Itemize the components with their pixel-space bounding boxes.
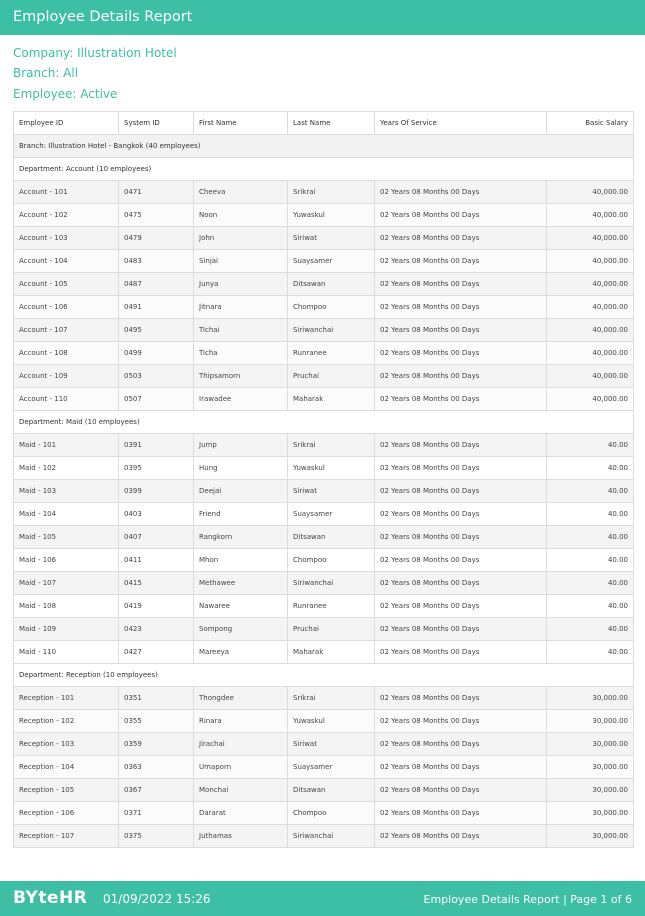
cell-first-name: Juthamas bbox=[194, 825, 288, 848]
cell-system-id: 0411 bbox=[119, 549, 194, 572]
table-row bbox=[14, 595, 634, 618]
table-row bbox=[14, 342, 634, 365]
cell-last-name: Runranee bbox=[288, 595, 375, 618]
cell-first-name: Hung bbox=[194, 457, 288, 480]
cell-years-of-service: 02 Years 08 Months 00 Days bbox=[375, 227, 547, 250]
cell-system-id: 0491 bbox=[119, 296, 194, 319]
cell-basic-salary: 30,000.00 bbox=[547, 802, 634, 825]
cell-years-of-service: 02 Years 08 Months 00 Days bbox=[375, 250, 547, 273]
cell-system-id: 0359 bbox=[119, 733, 194, 756]
branch-filter: Branch: All bbox=[13, 66, 79, 80]
cell-first-name: Irawadee bbox=[194, 388, 288, 411]
table-row bbox=[14, 204, 634, 227]
cell-basic-salary: 40,000.00 bbox=[547, 273, 634, 296]
bytehr-logo: BYteHR bbox=[13, 888, 88, 908]
cell-first-name: Sompong bbox=[194, 618, 288, 641]
cell-last-name: Ditsawan bbox=[288, 779, 375, 802]
cell-employee-id: Account - 105 bbox=[14, 273, 119, 296]
cell-basic-salary: 30,000.00 bbox=[547, 779, 634, 802]
cell-last-name: Chompoo bbox=[288, 802, 375, 825]
table-row bbox=[14, 572, 634, 595]
cell-first-name: Noon bbox=[194, 204, 288, 227]
cell-employee-id: Maid - 104 bbox=[14, 503, 119, 526]
cell-basic-salary: 30,000.00 bbox=[547, 756, 634, 779]
cell-basic-salary: 40.00 bbox=[547, 618, 634, 641]
table-row bbox=[14, 273, 634, 296]
cell-years-of-service: 02 Years 08 Months 00 Days bbox=[375, 641, 547, 664]
cell-basic-salary: 40.00 bbox=[547, 503, 634, 526]
table-row bbox=[14, 526, 634, 549]
cell-system-id: 0495 bbox=[119, 319, 194, 342]
cell-first-name: Nawaree bbox=[194, 595, 288, 618]
table-row bbox=[14, 503, 634, 526]
cell-employee-id: Account - 107 bbox=[14, 319, 119, 342]
cell-system-id: 0475 bbox=[119, 204, 194, 227]
cell-years-of-service: 02 Years 08 Months 00 Days bbox=[375, 342, 547, 365]
cell-last-name: Siriwanchai bbox=[288, 572, 375, 595]
cell-employee-id: Maid - 107 bbox=[14, 572, 119, 595]
report-footer bbox=[0, 881, 645, 916]
cell-last-name: Siriwat bbox=[288, 227, 375, 250]
department-row bbox=[14, 664, 634, 687]
cell-first-name: Tichai bbox=[194, 319, 288, 342]
cell-years-of-service: 02 Years 08 Months 00 Days bbox=[375, 779, 547, 802]
cell-first-name: Friend bbox=[194, 503, 288, 526]
cell-basic-salary: 40,000.00 bbox=[547, 181, 634, 204]
cell-first-name: Cheeva bbox=[194, 181, 288, 204]
cell-employee-id: Maid - 105 bbox=[14, 526, 119, 549]
table-row bbox=[14, 365, 634, 388]
branch-group-row bbox=[14, 135, 634, 158]
table-row bbox=[14, 779, 634, 802]
table-row bbox=[14, 710, 634, 733]
table-row bbox=[14, 388, 634, 411]
cell-employee-id: Maid - 110 bbox=[14, 641, 119, 664]
cell-system-id: 0415 bbox=[119, 572, 194, 595]
cell-basic-salary: 40,000.00 bbox=[547, 204, 634, 227]
cell-last-name: Pruchai bbox=[288, 365, 375, 388]
cell-years-of-service: 02 Years 08 Months 00 Days bbox=[375, 434, 547, 457]
cell-years-of-service: 02 Years 08 Months 00 Days bbox=[375, 572, 547, 595]
branch-label: Branch: Illustration Hotel - Bangkok (40 employees) bbox=[14, 135, 634, 158]
column-header-first-name: First Name bbox=[194, 112, 288, 135]
cell-system-id: 0499 bbox=[119, 342, 194, 365]
cell-last-name: Chompoo bbox=[288, 549, 375, 572]
cell-employee-id: Account - 102 bbox=[14, 204, 119, 227]
cell-years-of-service: 02 Years 08 Months 00 Days bbox=[375, 825, 547, 848]
cell-employee-id: Maid - 102 bbox=[14, 457, 119, 480]
cell-employee-id: Account - 101 bbox=[14, 181, 119, 204]
cell-years-of-service: 02 Years 08 Months 00 Days bbox=[375, 802, 547, 825]
department-row bbox=[14, 158, 634, 181]
cell-last-name: Siriwat bbox=[288, 480, 375, 503]
cell-years-of-service: 02 Years 08 Months 00 Days bbox=[375, 457, 547, 480]
table-row bbox=[14, 641, 634, 664]
cell-first-name: Mhon bbox=[194, 549, 288, 572]
cell-system-id: 0355 bbox=[119, 710, 194, 733]
cell-years-of-service: 02 Years 08 Months 00 Days bbox=[375, 503, 547, 526]
cell-first-name: Jump bbox=[194, 434, 288, 457]
department-label: Department: Account (10 employees) bbox=[14, 158, 634, 181]
cell-basic-salary: 30,000.00 bbox=[547, 733, 634, 756]
cell-years-of-service: 02 Years 08 Months 00 Days bbox=[375, 181, 547, 204]
cell-system-id: 0479 bbox=[119, 227, 194, 250]
table-row bbox=[14, 250, 634, 273]
table-row bbox=[14, 618, 634, 641]
cell-years-of-service: 02 Years 08 Months 00 Days bbox=[375, 365, 547, 388]
column-header-employee-id: Employee ID bbox=[14, 112, 119, 135]
column-header-years-of-service: Years Of Service bbox=[375, 112, 547, 135]
cell-basic-salary: 40,000.00 bbox=[547, 365, 634, 388]
cell-years-of-service: 02 Years 08 Months 00 Days bbox=[375, 204, 547, 227]
cell-last-name: Suaysamer bbox=[288, 756, 375, 779]
cell-first-name: Methawee bbox=[194, 572, 288, 595]
cell-employee-id: Maid - 109 bbox=[14, 618, 119, 641]
cell-last-name: Yuwaskul bbox=[288, 710, 375, 733]
cell-employee-id: Reception - 102 bbox=[14, 710, 119, 733]
table-row bbox=[14, 434, 634, 457]
cell-system-id: 0427 bbox=[119, 641, 194, 664]
cell-employee-id: Maid - 106 bbox=[14, 549, 119, 572]
cell-years-of-service: 02 Years 08 Months 00 Days bbox=[375, 710, 547, 733]
cell-years-of-service: 02 Years 08 Months 00 Days bbox=[375, 756, 547, 779]
cell-first-name: Jitnara bbox=[194, 296, 288, 319]
cell-basic-salary: 40,000.00 bbox=[547, 342, 634, 365]
cell-employee-id: Account - 108 bbox=[14, 342, 119, 365]
cell-years-of-service: 02 Years 08 Months 00 Days bbox=[375, 296, 547, 319]
cell-last-name: Srikrai bbox=[288, 687, 375, 710]
cell-last-name: Pruchai bbox=[288, 618, 375, 641]
department-label: Department: Reception (10 employees) bbox=[14, 664, 634, 687]
cell-years-of-service: 02 Years 08 Months 00 Days bbox=[375, 319, 547, 342]
cell-basic-salary: 40,000.00 bbox=[547, 227, 634, 250]
cell-first-name: Jirachai bbox=[194, 733, 288, 756]
cell-employee-id: Account - 104 bbox=[14, 250, 119, 273]
table-row bbox=[14, 457, 634, 480]
cell-basic-salary: 30,000.00 bbox=[547, 825, 634, 848]
cell-last-name: Maharak bbox=[288, 388, 375, 411]
cell-years-of-service: 02 Years 08 Months 00 Days bbox=[375, 480, 547, 503]
cell-years-of-service: 02 Years 08 Months 00 Days bbox=[375, 687, 547, 710]
cell-system-id: 0419 bbox=[119, 595, 194, 618]
cell-years-of-service: 02 Years 08 Months 00 Days bbox=[375, 388, 547, 411]
cell-first-name: Monchai bbox=[194, 779, 288, 802]
cell-last-name: Runranee bbox=[288, 342, 375, 365]
employee-table bbox=[13, 111, 634, 848]
cell-first-name: Dararat bbox=[194, 802, 288, 825]
cell-system-id: 0391 bbox=[119, 434, 194, 457]
cell-last-name: Srikrai bbox=[288, 434, 375, 457]
cell-years-of-service: 02 Years 08 Months 00 Days bbox=[375, 549, 547, 572]
cell-last-name: Ditsawan bbox=[288, 526, 375, 549]
cell-basic-salary: 40.00 bbox=[547, 549, 634, 572]
column-header-system-id: System ID bbox=[119, 112, 194, 135]
cell-employee-id: Account - 106 bbox=[14, 296, 119, 319]
cell-basic-salary: 40.00 bbox=[547, 526, 634, 549]
cell-system-id: 0487 bbox=[119, 273, 194, 296]
cell-first-name: Deejai bbox=[194, 480, 288, 503]
cell-first-name: Junya bbox=[194, 273, 288, 296]
report-header bbox=[0, 0, 645, 35]
cell-basic-salary: 40.00 bbox=[547, 434, 634, 457]
cell-employee-id: Maid - 101 bbox=[14, 434, 119, 457]
cell-employee-id: Maid - 108 bbox=[14, 595, 119, 618]
cell-system-id: 0395 bbox=[119, 457, 194, 480]
cell-system-id: 0403 bbox=[119, 503, 194, 526]
cell-basic-salary: 40.00 bbox=[547, 457, 634, 480]
page-info: Employee Details Report | Page 1 of 6 bbox=[423, 893, 632, 906]
table-row bbox=[14, 825, 634, 848]
department-row bbox=[14, 411, 634, 434]
cell-system-id: 0375 bbox=[119, 825, 194, 848]
cell-years-of-service: 02 Years 08 Months 00 Days bbox=[375, 733, 547, 756]
table-row bbox=[14, 181, 634, 204]
column-header-basic-salary: Basic Salary bbox=[547, 112, 634, 135]
cell-basic-salary: 40.00 bbox=[547, 572, 634, 595]
cell-system-id: 0363 bbox=[119, 756, 194, 779]
cell-first-name: Mareeya bbox=[194, 641, 288, 664]
report-datetime: 01/09/2022 15:26 bbox=[103, 892, 211, 906]
cell-first-name: Thongdee bbox=[194, 687, 288, 710]
table-row bbox=[14, 756, 634, 779]
cell-employee-id: Reception - 101 bbox=[14, 687, 119, 710]
cell-last-name: Siriwanchai bbox=[288, 825, 375, 848]
cell-last-name: Chompoo bbox=[288, 296, 375, 319]
cell-basic-salary: 40,000.00 bbox=[547, 250, 634, 273]
table-row bbox=[14, 687, 634, 710]
column-header-last-name: Last Name bbox=[288, 112, 375, 135]
table-row bbox=[14, 480, 634, 503]
table-row bbox=[14, 549, 634, 572]
cell-basic-salary: 40.00 bbox=[547, 595, 634, 618]
cell-last-name: Suaysamer bbox=[288, 503, 375, 526]
cell-first-name: Sinjai bbox=[194, 250, 288, 273]
cell-last-name: Siriwanchai bbox=[288, 319, 375, 342]
cell-employee-id: Reception - 106 bbox=[14, 802, 119, 825]
cell-basic-salary: 40,000.00 bbox=[547, 296, 634, 319]
cell-employee-id: Reception - 104 bbox=[14, 756, 119, 779]
cell-system-id: 0351 bbox=[119, 687, 194, 710]
cell-basic-salary: 30,000.00 bbox=[547, 687, 634, 710]
cell-system-id: 0423 bbox=[119, 618, 194, 641]
cell-system-id: 0483 bbox=[119, 250, 194, 273]
cell-first-name: Rinara bbox=[194, 710, 288, 733]
table-row bbox=[14, 319, 634, 342]
cell-employee-id: Reception - 103 bbox=[14, 733, 119, 756]
cell-last-name: Srikrai bbox=[288, 181, 375, 204]
cell-system-id: 0507 bbox=[119, 388, 194, 411]
cell-first-name: John bbox=[194, 227, 288, 250]
cell-employee-id: Reception - 107 bbox=[14, 825, 119, 848]
cell-first-name: Rangkorn bbox=[194, 526, 288, 549]
cell-basic-salary: 40.00 bbox=[547, 480, 634, 503]
cell-basic-salary: 30,000.00 bbox=[547, 710, 634, 733]
cell-last-name: Yuwaskul bbox=[288, 204, 375, 227]
table-header-row bbox=[14, 112, 634, 135]
cell-employee-id: Maid - 103 bbox=[14, 480, 119, 503]
cell-system-id: 0399 bbox=[119, 480, 194, 503]
cell-employee-id: Account - 103 bbox=[14, 227, 119, 250]
cell-years-of-service: 02 Years 08 Months 00 Days bbox=[375, 595, 547, 618]
department-label: Department: Maid (10 employees) bbox=[14, 411, 634, 434]
cell-first-name: Ticha bbox=[194, 342, 288, 365]
cell-system-id: 0471 bbox=[119, 181, 194, 204]
cell-last-name: Ditsawan bbox=[288, 273, 375, 296]
cell-first-name: Thipsamorn bbox=[194, 365, 288, 388]
company-filter: Company: Illustration Hotel bbox=[13, 46, 177, 60]
table-row bbox=[14, 227, 634, 250]
cell-last-name: Siriwat bbox=[288, 733, 375, 756]
cell-system-id: 0407 bbox=[119, 526, 194, 549]
cell-employee-id: Account - 109 bbox=[14, 365, 119, 388]
cell-last-name: Maharak bbox=[288, 641, 375, 664]
cell-system-id: 0503 bbox=[119, 365, 194, 388]
cell-employee-id: Account - 110 bbox=[14, 388, 119, 411]
cell-system-id: 0367 bbox=[119, 779, 194, 802]
cell-basic-salary: 40,000.00 bbox=[547, 319, 634, 342]
table-row bbox=[14, 802, 634, 825]
employee-filter: Employee: Active bbox=[13, 87, 118, 101]
cell-last-name: Yuwaskul bbox=[288, 457, 375, 480]
cell-employee-id: Reception - 105 bbox=[14, 779, 119, 802]
cell-first-name: Umaporn bbox=[194, 756, 288, 779]
cell-basic-salary: 40,000.00 bbox=[547, 388, 634, 411]
table-row bbox=[14, 733, 634, 756]
cell-years-of-service: 02 Years 08 Months 00 Days bbox=[375, 526, 547, 549]
cell-last-name: Suaysamer bbox=[288, 250, 375, 273]
cell-years-of-service: 02 Years 08 Months 00 Days bbox=[375, 618, 547, 641]
table-row bbox=[14, 296, 634, 319]
cell-years-of-service: 02 Years 08 Months 00 Days bbox=[375, 273, 547, 296]
cell-system-id: 0371 bbox=[119, 802, 194, 825]
cell-basic-salary: 40.00 bbox=[547, 641, 634, 664]
report-title: Employee Details Report bbox=[13, 9, 193, 25]
